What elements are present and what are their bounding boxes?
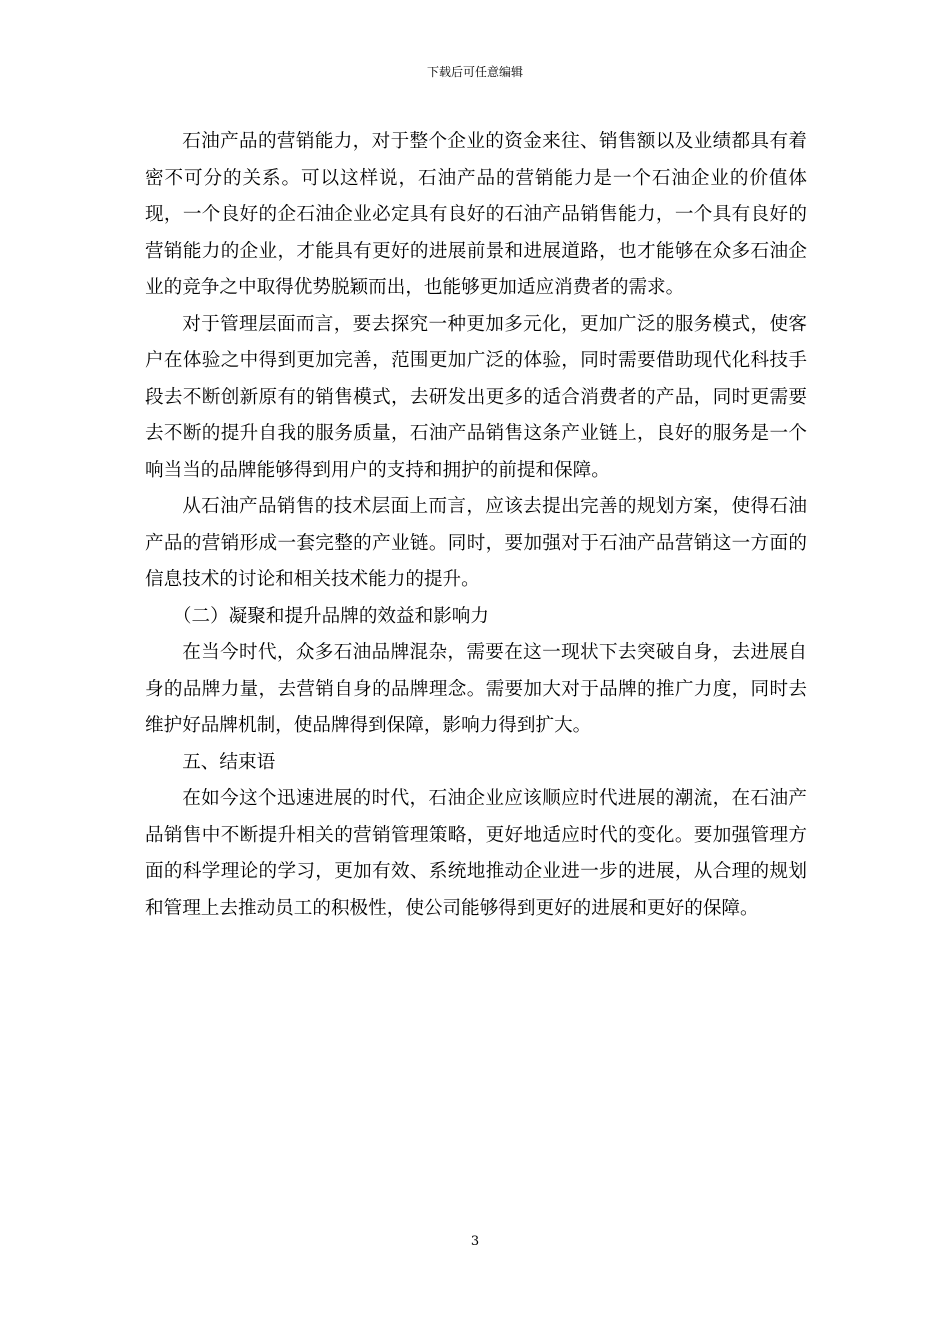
section-heading-brand: （二）凝聚和提升品牌的效益和影响力 bbox=[172, 605, 489, 627]
section-heading-conclusion: 五、结束语 bbox=[182, 751, 276, 773]
paragraph-conclusion: 在如今这个迅速进展的时代，石油企业应该顺应时代进展的潮流，在石油产品销售中不断提升相关的营销管理策略，更好地适应时代的变化。要加强管理方面的科学理论的学习，更加有效、系统地推动企业进一步的进展，从合理的规划和管理上去推动员工的积极性，使公司能够得到更好的进展和更好的保障。 bbox=[145, 788, 807, 919]
paragraph-brand: 在当今时代，众多石油品牌混杂，需要在这一现状下去突破自身，去进展自身的品牌力量，去营销自身的品牌理念。需要加大对于品牌的推广力度，同时去维护好品牌机制，使品牌得到保障，影响力得到扩大。 bbox=[145, 642, 807, 736]
paragraph-management-level: 对于管理层面而言，要去探究一种更加多元化，更加广泛的服务模式，使客户在体验之中得到更加完善，范围更加广泛的体验，同时需要借助现代化科技手段去不断创新原有的销售模式，去研发出更多的适合消费者的产品，同时更需要去不断的提升自我的服务质量，石油产品销售这条产业链上，良好的服务是一个响当当的品牌能够得到用户的支持和拥护的前提和保障。 bbox=[145, 313, 807, 481]
page-number: 3 bbox=[470, 1234, 480, 1249]
page-header: 下载后可任意编辑 bbox=[426, 65, 523, 79]
document-body bbox=[145, 124, 807, 927]
paragraph-marketing-capability: 石油产品的营销能力，对于整个企业的资金来往、销售额以及业绩都具有着密不可分的关系。可以这样说，石油产品的营销能力是一个石油企业的价值体现，一个良好的企石油企业必定具有良好的石油产品销售能力，一个具有良好的营销能力的企业，才能具有更好的进展前景和进展道路，也才能够在众多石油企业的竞争之中取得优势脱颖而出，也能够更加适应消费者的需求。 bbox=[145, 131, 807, 298]
paragraph-technical-level: 从石油产品销售的技术层面上而言，应该去提出完善的规划方案，使得石油产品的营销形成一套完整的产业链。同时，要加强对于石油产品营销这一方面的信息技术的讨论和相关技术能力的提升。 bbox=[145, 496, 807, 590]
